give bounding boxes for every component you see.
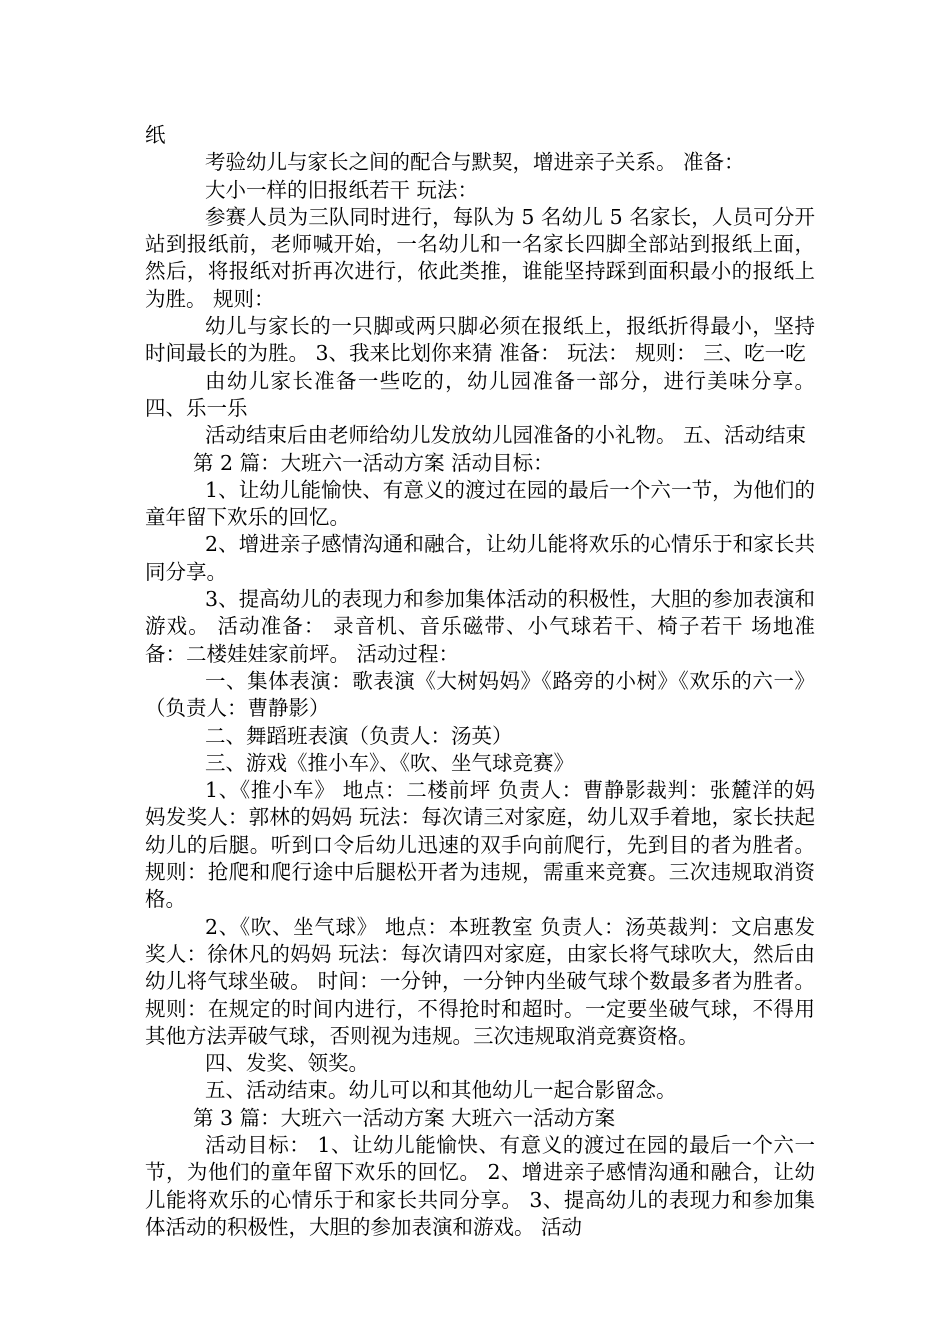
paragraph: 幼儿与家长的一只脚或两只脚必须在报纸上，报纸折得最小，坚持时间最长的为胜。 3、我来比划你来猜 准备： 玩法： 规则： 三、吃一吃 [145, 314, 815, 366]
paragraph-continuation: 纸 [145, 123, 166, 147]
paragraph: 二、舞蹈班表演（负责人：汤英） [205, 723, 513, 748]
paragraph: 1、让幼儿能愉快、有意义的渡过在园的最后一个六一节，为他们的童年留下欢乐的回忆。 [145, 477, 815, 530]
paragraph: 2、增进亲子感情沟通和融合，让幼儿能将欢乐的心情乐于和家长共同分享。 [145, 532, 815, 584]
document-body [145, 122, 815, 1241]
paragraph: 活动目标： 1、让幼儿能愉快、有意义的渡过在园的最后一个六一节，为他们的童年留下欢乐的回忆。 2、增进亲子感情沟通和融合，让幼儿能将欢乐的心情乐于和家长共同分享。 3、提高幼儿的表现力和参加集体活动的积极性，大胆的参加表演和游戏。 活动 [145, 1132, 815, 1239]
paragraph: 3、提高幼儿的表现力和参加集体活动的积极性，大胆的参加表演和游戏。 活动准备： 录音机、音乐磁带、小气球若干、椅子若干 场地准备：二楼娃娃家前坪。 活动过程： [145, 587, 815, 666]
paragraph: 考验幼儿与家长之间的配合与默契，增进亲子关系。 准备： [205, 150, 745, 175]
paragraph: 四、发奖、领奖。 [205, 1051, 369, 1076]
paragraph: 参赛人员为三队同时进行，每队为 5 名幼儿 5 名家长，人员可分开站到报纸前，老师喊开始，一名幼儿和一名家长四脚全部站到报纸上面，然后，将报纸对折再次进行，依此类推，谁能坚持踩到面积最小的报纸上为胜。 规则： [145, 204, 815, 311]
section-heading: 第 3 篇：大班六一活动方案 大班六一活动方案 [193, 1105, 616, 1130]
paragraph: 2、《吹、坐气球》 地点：本班教室 负责人：汤英裁判：文启惠发奖人：徐休凡的妈妈 玩法：每次请四对家庭，由家长将气球吹大，然后由幼儿将气球坐破。 时间：一分钟，一分钟内坐破气球个数最多者为胜者。 规则：在规定的时间内进行，不得抢时和超时。一定要坐破气球，不得用其他方法弄破气球，否则视为违规。三次违规取消竞赛资格。 [145, 914, 815, 1048]
section-heading: 第 2 篇：大班六一活动方案 活动目标： [193, 450, 554, 475]
paragraph: 活动结束后由老师给幼儿发放幼儿园准备的小礼物。 五、活动结束 [205, 423, 807, 448]
paragraph: 一、集体表演：歌表演《大树妈妈》《路旁的小树》《欢乐的六一》（负责人：曹静影） [145, 668, 815, 721]
paragraph: 三、游戏《推小车》、《吹、坐气球竞赛》 [205, 750, 574, 775]
paragraph: 大小一样的旧报纸若干 玩法： [205, 177, 479, 202]
paragraph: 五、活动结束。幼儿可以和其他幼儿一起合影留念。 [205, 1078, 677, 1103]
paragraph: 1、《推小车》 地点：二楼前坪 负责人：曹静影裁判：张麓洋的妈妈发奖人：郭林的妈妈 玩法：每次请三对家庭，幼儿双手着地，家长扶起幼儿的后腿。听到口令后幼儿迅速的双手向前爬行，先到目的者为胜者。 规则：抢爬和爬行途中后腿松开者为违规，需重来竞赛。三次违规取消资格。 [145, 778, 815, 912]
paragraph: 由幼儿家长准备一些吃的，幼儿园准备一部分，进行美味分享。 四、乐一乐 [145, 368, 815, 420]
